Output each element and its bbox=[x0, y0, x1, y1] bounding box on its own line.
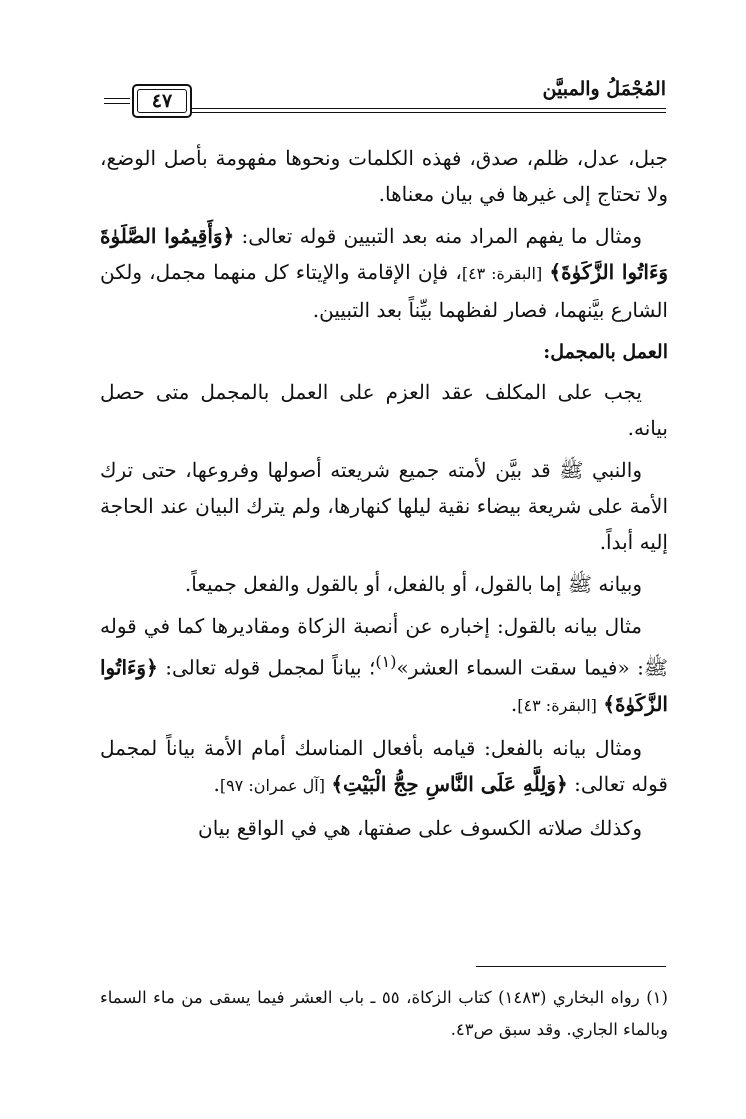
footnotes bbox=[100, 982, 668, 1046]
paragraph-2-intro: ومثال ما يفهم المراد منه بعد التبيين قوله تعالى: bbox=[241, 224, 642, 248]
quran-verse: ﴿وَءَاتُوا الزَّكَوٰةَ﴾ bbox=[100, 655, 668, 716]
header-rule bbox=[189, 108, 666, 109]
paragraph-3: يجب على المكلف عقد العزم على العمل بالمجمل متى حصل بيانه. bbox=[100, 380, 668, 440]
quran-verse: ﴿وَأَقِيمُوا الصَّلَوٰةَ وَءَاتُوا الزَّكَوٰةَ﴾ bbox=[100, 224, 669, 284]
header-rule-thin bbox=[189, 112, 666, 113]
footnote-separator bbox=[476, 966, 666, 967]
footnote-1: (١) رواه البخاري (١٤٨٣) كتاب الزكاة، ٥٥ ـ باب العشر فيما يسقى من ماء السماء وبالماء الجاري. وقد سبق ص٤٣. bbox=[100, 988, 668, 1039]
paragraph-6 bbox=[100, 608, 668, 724]
paragraph-7-a: ومثال بيانه بالفعل: قيامه بأفعال المناسك أمام الأمة بياناً لمجمل قوله تعالى: bbox=[100, 735, 668, 796]
paragraph-6-end: . bbox=[510, 691, 518, 716]
verse-reference: [آل عمران: ٩٧] bbox=[219, 775, 325, 795]
paragraph-4: والنبي ﷺ قد بيَّن لأمته جميع شريعته أصولها وفروعها، حتى ترك الأمة على شريعة بيضاء نقية ليلها كنهارها، ولم يترك البيان عند الحاجة إليه أبداً. bbox=[100, 458, 668, 554]
paragraph-7-end: . bbox=[213, 771, 220, 796]
page-number-frame bbox=[132, 84, 192, 118]
page-number: ٤٧ bbox=[151, 90, 173, 112]
verse-reference: [البقرة: ٤٣] bbox=[517, 695, 597, 715]
section-heading: العمل بالمجمل: bbox=[543, 341, 668, 363]
footnote-marker: (١) bbox=[375, 652, 397, 671]
running-title: المُجْمَلُ والمبيَّن bbox=[542, 78, 666, 100]
paragraph-1: جبل، عدل، ظلم، صدق، فهذه الكلمات ونحوها مفهومة بأصل الوضع، ولا تحتاج إلى غيرها في بيان معناها. bbox=[100, 146, 668, 206]
verse-reference: [البقرة: ٤٣] bbox=[461, 264, 543, 283]
header-rule-left-thin bbox=[104, 103, 130, 104]
page-header bbox=[104, 78, 666, 118]
paragraph-8: وكذلك صلاته الكسوف على صفتها، هي في الواقع بيان bbox=[198, 815, 642, 840]
main-text bbox=[100, 140, 668, 852]
paragraph-2-rest: ، فإن الإقامة والإيتاء كل منهما مجمل، ولكن الشارع بيَّنهما، فصار لفظهما بيِّناً بعد التبيين. bbox=[100, 260, 668, 322]
header-rule-left bbox=[104, 98, 130, 99]
paragraph-6-a: مثال بيانه بالقول: إخباره عن أنصبة الزكاة ومقاديرها كما في قوله ﷺ: «فيما سقت السماء العشر» bbox=[100, 614, 669, 680]
paragraph-6-b: ؛ بياناً لمجمل قوله تعالى: bbox=[165, 655, 376, 680]
paragraph-5: وبيانه ﷺ إما بالقول، أو بالفعل، أو بالقول والفعل جميعاً. bbox=[184, 572, 642, 596]
paragraph-7 bbox=[100, 730, 668, 804]
paragraph-2 bbox=[100, 218, 668, 328]
quran-verse: ﴿وَلِلَّهِ عَلَى النَّاسِ حِجُّ الْبَيْتِ﴾ bbox=[331, 771, 568, 796]
